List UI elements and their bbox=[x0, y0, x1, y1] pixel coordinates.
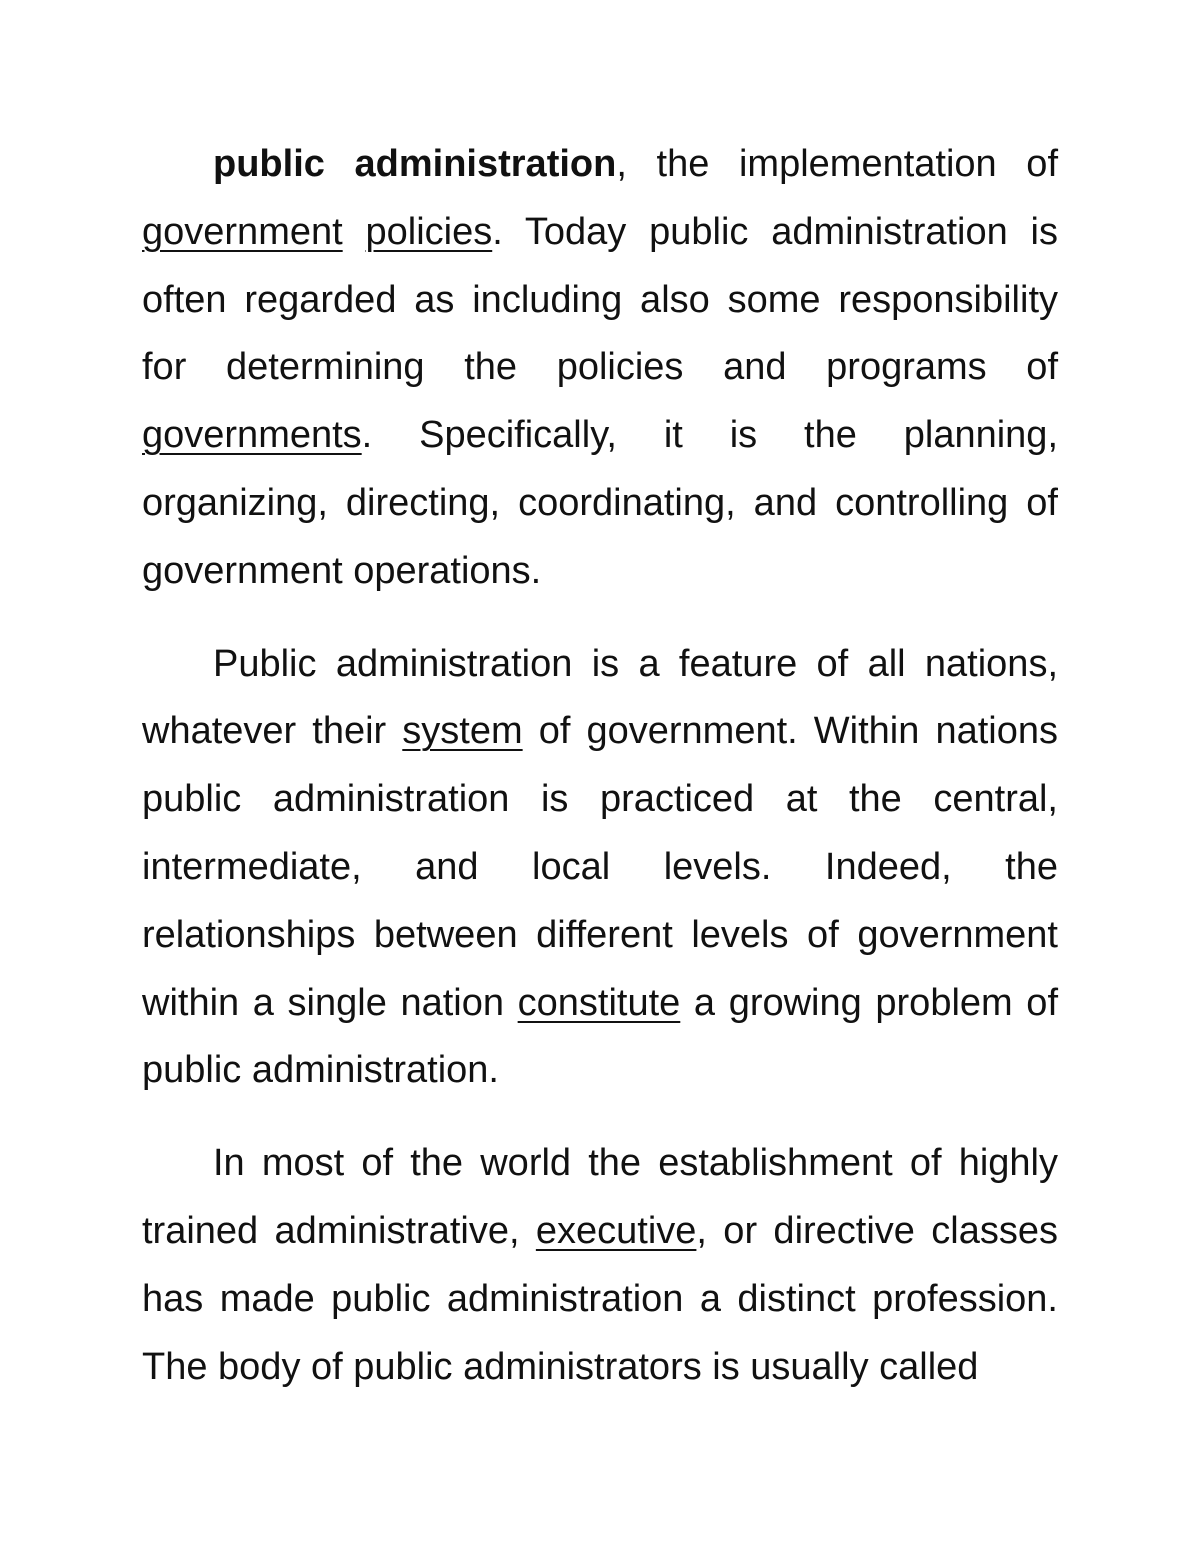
text-segment: Public administration is a feature of all nations, whatever their bbox=[142, 642, 1058, 753]
document-body bbox=[142, 131, 1058, 1426]
text-segment: , or directive classes has made public administration a distinct profession. The body of public administrators is usually called bbox=[142, 1209, 1058, 1388]
link-system[interactable]: system bbox=[402, 710, 523, 753]
text-segment: , the implementation of bbox=[616, 143, 1058, 185]
link-constitute[interactable]: constitute bbox=[517, 981, 681, 1024]
text-segment: . Today public administration is often regarded as including also some responsibility for determining the policies and programs of bbox=[142, 210, 1058, 389]
link-government[interactable]: government bbox=[142, 210, 343, 253]
paragraph-1 bbox=[142, 131, 1058, 606]
text-segment: . Specifically, it is the planning, organizing, directing, coordinating, and controlling of government operations. bbox=[142, 414, 1058, 592]
text-segment: of government. Within nations public administration is practiced at the central, intermediate, and local levels. Indeed, the relationships between different levels of government within a single nation bbox=[142, 710, 1058, 1024]
link-executive[interactable]: executive bbox=[535, 1209, 697, 1252]
defined-term: public administration bbox=[213, 143, 617, 185]
text-segment: a growing problem of public administration. bbox=[142, 981, 1059, 1092]
paragraph-3 bbox=[142, 1130, 1058, 1401]
text-segment: In most of the world the establishment of highly trained administrative, bbox=[142, 1142, 1058, 1252]
link-policies[interactable]: policies bbox=[365, 210, 493, 253]
text-segment bbox=[343, 211, 366, 253]
paragraph-2 bbox=[142, 631, 1058, 1106]
link-governments[interactable]: governments bbox=[142, 414, 362, 457]
